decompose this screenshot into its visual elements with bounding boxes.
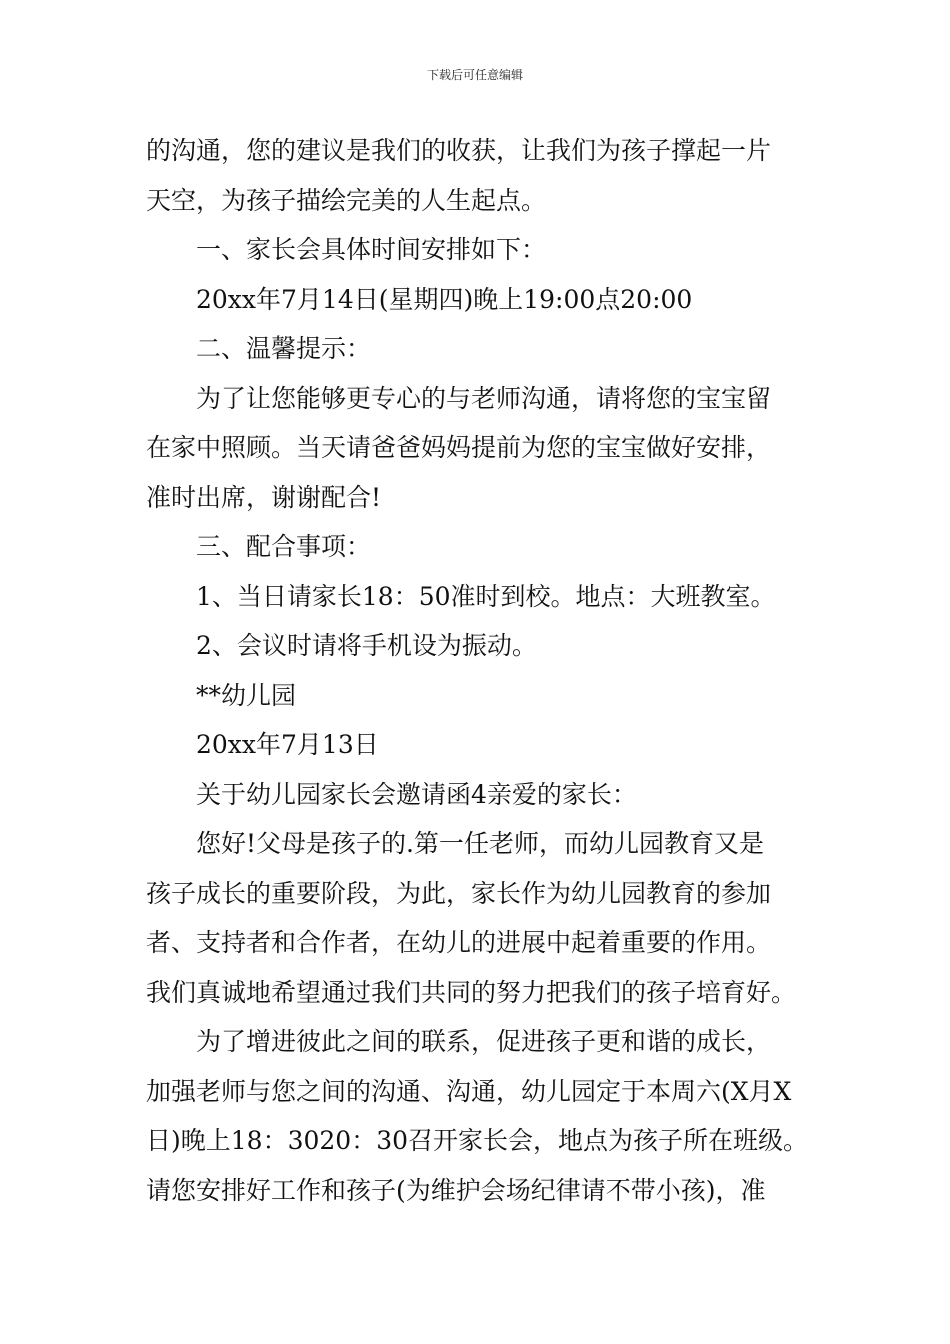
signature-organization: **幼儿园 [196, 680, 297, 710]
list-item: 2、会议时请将手机设为振动。 [196, 631, 537, 660]
paragraph-line: 我们真诚地希望通过我们共同的努力把我们的孩子培育好。 [146, 977, 797, 1007]
paragraph-line: 日)晚上18：3020：30召开家长会，地点为孩子所在班级。 [146, 1126, 809, 1155]
list-item: 1、当日请家长18：50准时到校。地点：大班教室。 [196, 581, 776, 611]
signature-date: 20xx年7月13日 [196, 730, 379, 759]
section-heading: 三、配合事项： [196, 532, 372, 561]
document-body [146, 126, 814, 1215]
section-heading: 二、温馨提示： [196, 334, 372, 363]
paragraph-line: 的沟通，您的建议是我们的收获，让我们为孩子撑起一片 [146, 136, 772, 165]
paragraph-line: 您好!父母是孩子的.第一任老师，而幼儿园教育又是 [196, 829, 764, 858]
section-heading: 一、家长会具体时间安排如下： [196, 235, 547, 264]
schedule-line: 20xx年7月14日(星期四)晚上19:00点20:00 [196, 284, 693, 314]
paragraph-line: 请您安排好工作和孩子(为维护会场纪律请不带小孩)，准 [146, 1175, 766, 1205]
paragraph-line: 在家中照顾。当天请爸爸妈妈提前为您的宝宝做好安排， [146, 433, 772, 462]
paragraph-line: 加强老师与您之间的沟通、沟通，幼儿园定于本周六(X月X [146, 1076, 792, 1106]
paragraph-line: 为了增进彼此之间的联系，促进孩子更和谐的成长， [196, 1027, 772, 1056]
page-header-note: 下载后可任意编辑 [426, 68, 523, 82]
letter-title: 关于幼儿园家长会邀请函4亲爱的家长： [196, 779, 637, 809]
paragraph-line: 天空，为孩子描绘完美的人生起点。 [146, 185, 547, 215]
paragraph-line: 者、支持者和合作者，在幼儿的进展中起着重要的作用。 [146, 928, 772, 957]
paragraph-line: 孩子成长的重要阶段，为此，家长作为幼儿园教育的参加 [146, 878, 772, 908]
paragraph-line: 为了让您能够更专心的与老师沟通，请将您的宝宝留 [196, 383, 772, 413]
paragraph-line: 准时出席，谢谢配合! [146, 482, 382, 512]
